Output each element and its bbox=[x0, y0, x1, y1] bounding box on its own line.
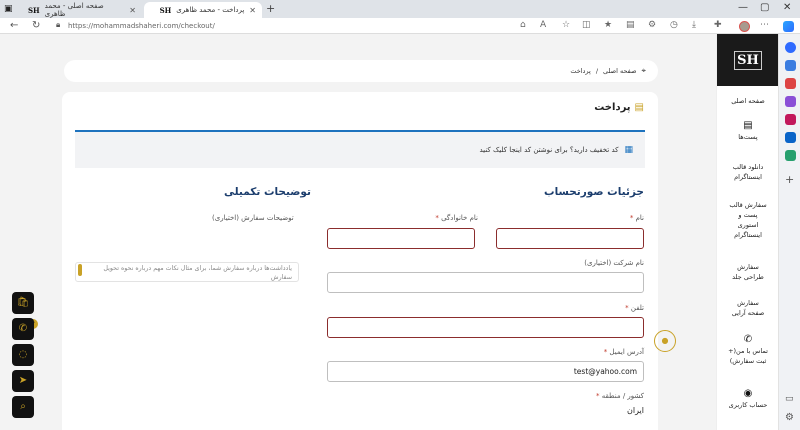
sidebar-layout-icon[interactable]: ▭ bbox=[785, 394, 794, 404]
breadcrumb bbox=[64, 60, 658, 82]
location-pin-icon: ⌖ bbox=[641, 66, 646, 75]
phone-input[interactable] bbox=[327, 317, 644, 338]
last-name-input[interactable] bbox=[327, 228, 475, 249]
sidebar-item-posts[interactable]: ▤ پست‌ها bbox=[717, 120, 778, 142]
outlook-icon[interactable] bbox=[785, 132, 796, 143]
tab-title: صفحه اصلی - محمد ظاهری bbox=[44, 2, 104, 18]
settings-icon[interactable]: ⚙ bbox=[785, 412, 794, 423]
whatsapp-icon: ◌ bbox=[18, 349, 28, 360]
extensions-icon[interactable]: ⚙ bbox=[648, 20, 657, 30]
order-notes-textarea[interactable]: یادداشت‌ها درباره سفارش شما، برای مثال نکات مهم درباره نحوه تحویل سفارش bbox=[75, 262, 299, 282]
site-sidebar bbox=[716, 34, 778, 430]
minimize-icon[interactable]: — bbox=[738, 2, 748, 13]
site-favicon-icon: SH bbox=[28, 5, 40, 15]
telegram-button[interactable] bbox=[12, 370, 34, 392]
sidebar-item-order-cover[interactable]: سفارش طراحی جلد bbox=[732, 263, 764, 281]
page-title: ▤ پرداخت bbox=[594, 102, 644, 113]
textarea-scrollbar[interactable] bbox=[78, 264, 82, 276]
games-icon[interactable] bbox=[785, 96, 796, 107]
window-menu-icon[interactable]: ▣ bbox=[4, 4, 13, 14]
breadcrumb-home-link[interactable]: صفحه اصلی bbox=[603, 67, 637, 75]
add-icon[interactable]: + bbox=[785, 173, 795, 186]
phone-icon: ✆ bbox=[18, 323, 28, 334]
tab-checkout[interactable] bbox=[144, 2, 262, 18]
site-favicon-icon: SH bbox=[159, 5, 172, 15]
office-icon[interactable] bbox=[785, 114, 796, 125]
reader-icon[interactable]: ⌂ bbox=[520, 20, 526, 30]
browser-tab-bar bbox=[0, 0, 800, 18]
country-label: کشور / منطقه * bbox=[595, 392, 644, 400]
history-icon[interactable]: ◷ bbox=[670, 20, 678, 30]
profile-avatar[interactable] bbox=[739, 21, 750, 32]
breadcrumb-current: پرداخت bbox=[570, 67, 591, 75]
url-field[interactable]: https://mohammadshaheri.com/checkout/ bbox=[68, 22, 215, 30]
split-screen-icon[interactable]: ◫ bbox=[582, 20, 591, 30]
send-icon[interactable] bbox=[785, 150, 796, 161]
maximize-icon[interactable]: ▢ bbox=[760, 2, 770, 13]
posts-icon: ▤ bbox=[743, 120, 753, 131]
sidebar-item-order-layout[interactable]: سفارش صفحه آرایی bbox=[731, 299, 765, 317]
back-icon[interactable]: ← bbox=[10, 20, 19, 31]
search-button[interactable] bbox=[12, 396, 34, 418]
call-button[interactable] bbox=[12, 318, 34, 340]
sidebar-item-download-template[interactable]: دانلود قالب اینستاگرام bbox=[732, 163, 764, 181]
search-icon: ⌕ bbox=[20, 401, 26, 412]
new-tab-icon[interactable]: + bbox=[266, 2, 276, 15]
phone-label: تلفن * bbox=[625, 304, 644, 312]
send-icon: ➤ bbox=[18, 375, 28, 386]
close-icon[interactable]: ✕ bbox=[249, 5, 256, 15]
cart-icon: 🛍︎ bbox=[16, 297, 30, 308]
first-name-label: نام * bbox=[629, 214, 644, 222]
more-menu-icon[interactable]: ⋯ bbox=[760, 20, 769, 30]
tab-home[interactable] bbox=[22, 2, 142, 18]
coupon-notice[interactable] bbox=[75, 132, 645, 168]
address-bar bbox=[0, 18, 800, 34]
checkout-card bbox=[62, 92, 658, 430]
company-label: نام شرکت (اختیاری) bbox=[584, 259, 644, 267]
sidebar-item-home[interactable]: صفحه اصلی bbox=[731, 97, 765, 105]
page-viewport bbox=[0, 34, 778, 430]
email-input[interactable] bbox=[327, 361, 644, 382]
user-icon: ◉ bbox=[743, 388, 753, 399]
close-icon[interactable]: ✕ bbox=[129, 5, 136, 15]
breadcrumb-separator: / bbox=[595, 67, 599, 75]
collections-icon[interactable]: ▤ bbox=[626, 20, 635, 30]
last-name-label: نام خانوادگی * bbox=[435, 214, 478, 222]
phone-icon: ✆ bbox=[743, 334, 753, 345]
order-notes-label: توضیحات سفارش (اختیاری) bbox=[212, 214, 294, 222]
favorites-icon[interactable]: ★ bbox=[604, 20, 613, 30]
search-icon[interactable] bbox=[785, 42, 796, 53]
edge-sidebar bbox=[778, 34, 800, 430]
refresh-icon[interactable]: ↻ bbox=[32, 20, 41, 31]
close-window-icon[interactable]: ✕ bbox=[783, 2, 792, 13]
billing-heading: جزئیات صورتحساب bbox=[544, 186, 644, 198]
cart-button[interactable] bbox=[12, 292, 34, 314]
copilot-icon[interactable] bbox=[783, 21, 794, 32]
site-logo[interactable]: SH bbox=[717, 34, 778, 86]
favorite-icon[interactable]: ☆ bbox=[562, 20, 571, 30]
additional-heading: توضیحات تکمیلی bbox=[224, 186, 311, 198]
scroll-indicator-icon[interactable]: ● bbox=[654, 330, 676, 352]
whatsapp-button[interactable] bbox=[12, 344, 34, 366]
coupon-link[interactable]: کد تخفیف دارید؟ برای نوشتن کد اینجا کلیک کنید bbox=[479, 146, 619, 154]
downloads-icon[interactable]: ⤓ bbox=[692, 20, 696, 30]
first-name-input[interactable] bbox=[496, 228, 644, 249]
read-aloud-icon[interactable]: A bbox=[540, 20, 547, 30]
tools-icon[interactable] bbox=[785, 78, 796, 89]
browser-extension-icon[interactable]: ✚ bbox=[714, 20, 722, 30]
lock-icon[interactable]: 🔒︎ bbox=[56, 20, 61, 29]
calendar-icon: ▦ bbox=[624, 145, 633, 155]
tag-icon[interactable] bbox=[785, 60, 796, 71]
country-value[interactable]: ایران bbox=[627, 406, 644, 415]
tab-title: پرداخت - محمد ظاهری bbox=[176, 6, 245, 14]
company-input[interactable] bbox=[327, 272, 644, 293]
receipt-icon: ▤ bbox=[634, 102, 644, 113]
sidebar-item-order-post-template[interactable]: سفارش قالب پست و استوری اینستاگرام bbox=[729, 201, 767, 239]
sidebar-item-account[interactable]: ◉ حساب کاربری bbox=[717, 388, 778, 410]
email-label: آدرس ایمیل * bbox=[603, 348, 644, 356]
sidebar-item-contact[interactable]: ✆ تماس با من(+ ثبت سفارش) bbox=[717, 334, 778, 366]
